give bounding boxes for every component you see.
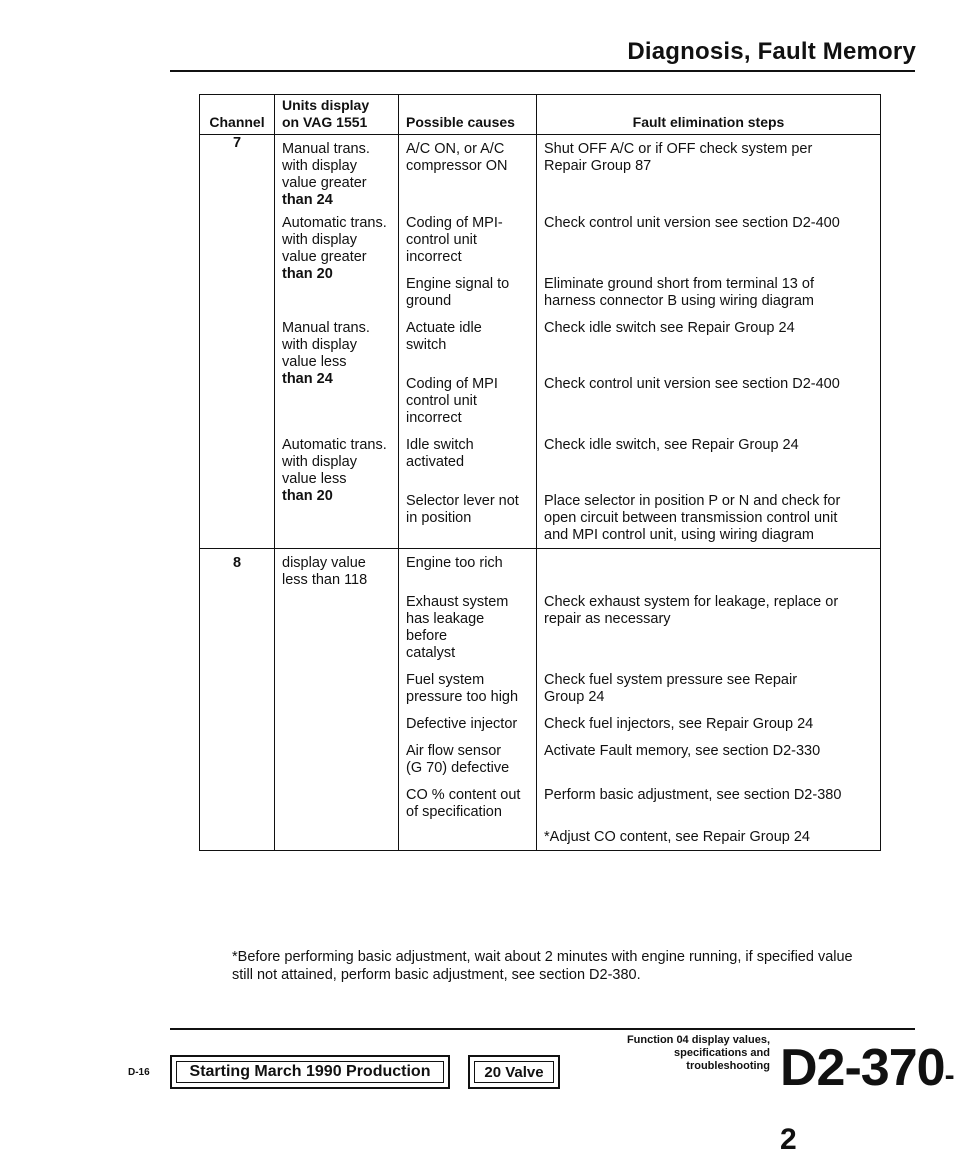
cause-cell: Selector lever not in position: [399, 475, 537, 549]
table-row: [200, 431, 881, 475]
units-cell: Manual trans. with display value greater than 24: [275, 135, 399, 210]
step-cell: Check fuel system pressure see Repair Group 24: [537, 666, 881, 710]
table-row: [200, 135, 881, 210]
cause-cell: [399, 825, 537, 851]
cause-cell: Engine too rich: [399, 549, 537, 577]
production-box: [170, 1055, 450, 1089]
step-cell: Eliminate ground short from terminal 13 of harness connector B using wiring diagram: [537, 270, 881, 314]
step-cell: Check idle switch see Repair Group 24: [537, 314, 881, 358]
cause-cell: Exhaust system has leakage before catalyst: [399, 576, 537, 666]
step-cell: Check idle switch, see Repair Group 24: [537, 431, 881, 475]
footer-rule: [170, 1028, 915, 1030]
header-channel: Channel: [200, 95, 275, 135]
units-cell: Manual trans. with display value less than 24: [275, 314, 399, 431]
step-cell: Check control unit version see section D2-400: [537, 358, 881, 431]
step-cell: Place selector in position P or N and check for open circuit between transmission control unit and MPI control unit, using wiring diagram: [537, 475, 881, 549]
table-row: [200, 209, 881, 270]
fault-table: [199, 94, 881, 851]
table-row: [200, 314, 881, 358]
channel-cell: 7: [200, 135, 275, 549]
header-rule: [170, 70, 915, 72]
units-cell: Automatic trans. with display value less than 20: [275, 431, 399, 549]
step-cell: *Adjust CO content, see Repair Group 24: [537, 825, 881, 851]
header-units: Units display on VAG 1551: [275, 95, 399, 135]
units-cell: display value less than 118: [275, 549, 399, 851]
page-number: D-16: [128, 1067, 150, 1078]
cause-cell: Coding of MPI- control unit incorrect: [399, 209, 537, 270]
step-cell: Shut OFF A/C or if OFF check system per Repair Group 87: [537, 135, 881, 210]
production-label: Starting March 1990 Production: [176, 1061, 444, 1083]
header-steps: Fault elimination steps: [537, 95, 881, 135]
page-title: Diagnosis, Fault Memory: [627, 38, 916, 65]
cause-cell: Actuate idle switch: [399, 314, 537, 358]
step-cell: [537, 549, 881, 577]
cause-cell: Idle switch activated: [399, 431, 537, 475]
step-cell: Activate Fault memory, see section D2-330: [537, 737, 881, 781]
units-cell: Automatic trans. with display value greater than 20: [275, 209, 399, 314]
cause-cell: Air flow sensor (G 70) defective: [399, 737, 537, 781]
step-cell: Perform basic adjustment, see section D2-380: [537, 781, 881, 825]
valve-label: 20 Valve: [474, 1061, 554, 1083]
cause-cell: Fuel system pressure too high: [399, 666, 537, 710]
section-code: D2-370-2: [780, 1039, 954, 1156]
table-header-row: [200, 95, 881, 135]
cause-cell: A/C ON, or A/C compressor ON: [399, 135, 537, 210]
step-cell: Check fuel injectors, see Repair Group 24: [537, 710, 881, 737]
channel-cell: 8: [200, 549, 275, 851]
step-cell: Check exhaust system for leakage, replace or repair as necessary: [537, 576, 881, 666]
header-causes: Possible causes: [399, 95, 537, 135]
cause-cell: Defective injector: [399, 710, 537, 737]
table-row: [200, 549, 881, 577]
cause-cell: Coding of MPI control unit incorrect: [399, 358, 537, 431]
valve-box: [468, 1055, 560, 1089]
cause-cell: CO % content out of specification: [399, 781, 537, 825]
footnote: *Before performing basic adjustment, wait about 2 minutes with engine running, if specified value still not attained, perform basic adjustment, see section D2-380.: [232, 949, 853, 983]
step-cell: Check control unit version see section D2-400: [537, 209, 881, 270]
function-description: Function 04 display values, specifications and troubleshooting: [626, 1034, 770, 1072]
cause-cell: Engine signal to ground: [399, 270, 537, 314]
